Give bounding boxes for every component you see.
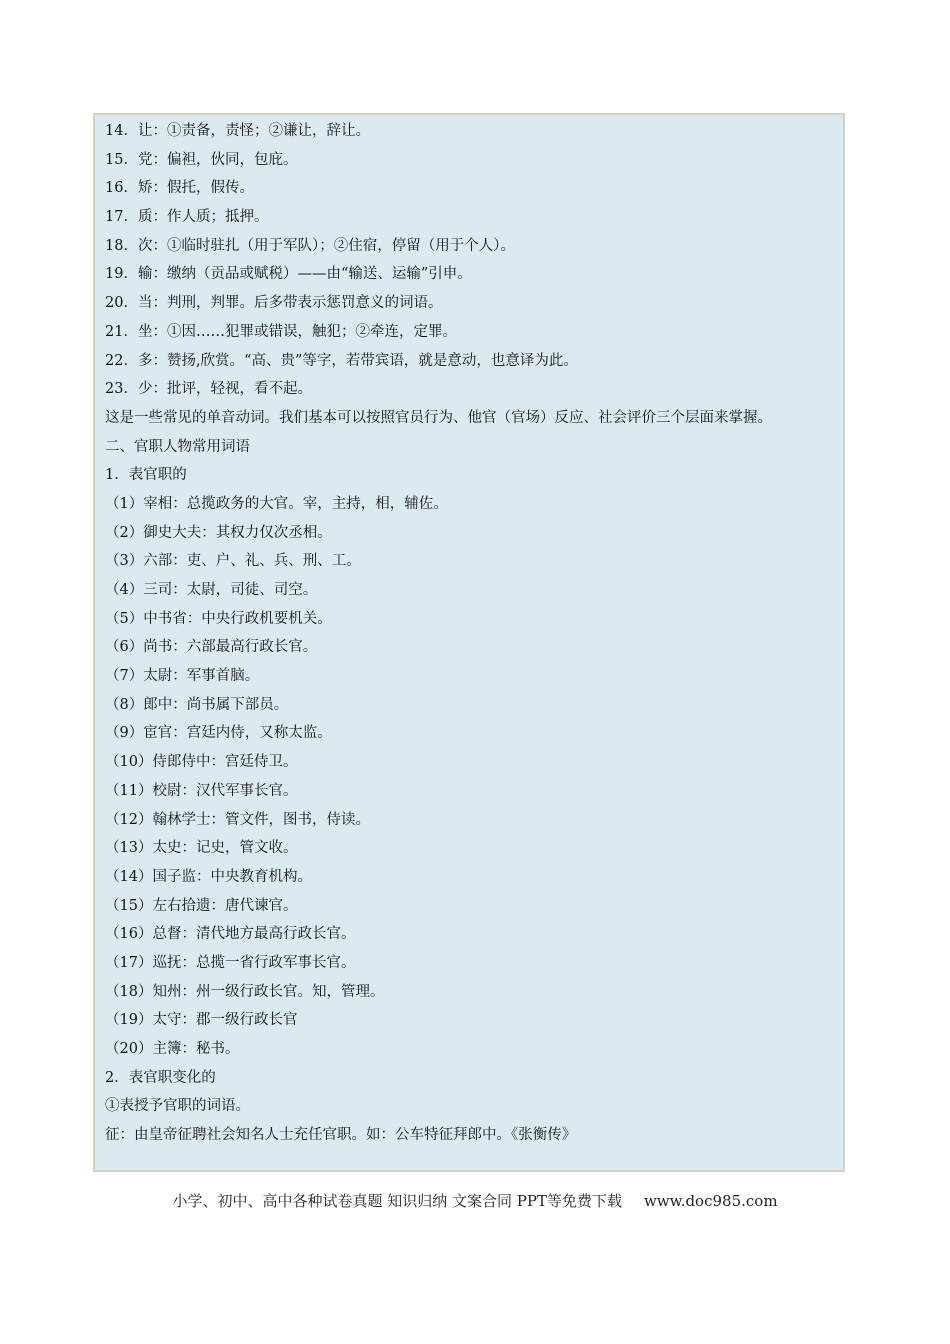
- summary-paragraph: 这是一些常见的单音动词。我们基本可以按照官员行为、他官（官场）反应、社会评价三个层面来掌握。: [105, 409, 772, 426]
- text-line: 20．当：判刑，判罪。后多带表示惩罚意义的词语。: [105, 295, 443, 312]
- text-line: （11）校尉：汉代军事长官。: [105, 782, 298, 799]
- text-line: （17）巡抚：总揽一省行政军事长官。: [105, 954, 356, 971]
- text-line: 22．多：赞扬,欣赏。“高、贵”等字，若带宾语，就是意动，也意译为此。: [105, 352, 578, 369]
- text-line: （9）宦官：宫廷内侍，又称太监。: [105, 725, 332, 742]
- text-line: （1）宰相：总揽政务的大官。宰，主持，相，辅佐。: [105, 495, 448, 512]
- text-line: （5）中书省：中央行政机要机关。: [105, 610, 332, 627]
- subsection-heading: 1．表官职的: [105, 467, 187, 484]
- text-line: 16．矫：假托，假传。: [105, 180, 254, 197]
- text-line: 征：由皇帝征聘社会知名人士充任官职。如：公车特征拜郎中。《张衡传》: [105, 1127, 577, 1144]
- text-line: （6）尚书：六部最高行政长官。: [105, 639, 318, 656]
- text-line: 15．党：偏袒，伙同，包庇。: [105, 151, 298, 168]
- text-line: 19．输：缴纳（贡品或赋税）——由“输送、运输”引申。: [105, 266, 472, 283]
- text-line: 23．少：批评，轻视，看不起。: [105, 381, 312, 398]
- text-line: （13）太史：记史，管文收。: [105, 840, 298, 857]
- text-line: （10）侍郎侍中：宫廷侍卫。: [105, 754, 298, 771]
- text-line: 18．次：①临时驻扎（用于军队）；②住宿，停留（用于个人）。: [105, 237, 515, 254]
- text-line: （7）太尉：军事首脑。: [105, 668, 260, 685]
- section-heading: 二、官职人物常用词语: [105, 438, 250, 455]
- text-line: （8）郎中：尚书属下部员。: [105, 696, 289, 713]
- text-line: （19）太守：郡一级行政长官: [105, 1012, 298, 1029]
- content-box: [93, 113, 845, 1172]
- text-line: （4）三司：太尉，司徒、司空。: [105, 582, 318, 598]
- text-line: ①表授予官职的词语。: [105, 1098, 250, 1115]
- text-line: （15）左右拾遗：唐代谏官。: [105, 897, 298, 914]
- text-line: （14）国子监：中央教育机构。: [105, 868, 312, 885]
- subsection-heading: 2．表官职变化的: [105, 1069, 216, 1086]
- text-line: （18）知州：州一级行政长官。知，管理。: [105, 983, 385, 1000]
- page-footer: [0, 1190, 950, 1211]
- text-line: （12）翰林学士：管文件，图书，侍读。: [105, 811, 370, 828]
- text-line: 21．坐：①因……犯罪或错误，触犯；②牵连，定罪。: [105, 323, 457, 340]
- text-line: （16）总督：清代地方最高行政长官。: [105, 926, 356, 943]
- text-line: 14．让：①责备，责怪；②谦让，辞让。: [105, 123, 370, 139]
- text-line: （20）主簿：秘书。: [105, 1041, 240, 1057]
- text-line: （3）六部：吏、户、礼、兵、刑、工。: [105, 553, 361, 570]
- footer-text: 小学、初中、高中各种试卷真题 知识归纳 文案合同 PPT等免费下载: [172, 1192, 622, 1210]
- text-line: （2）御史大夫：其权力仅次丞相。: [105, 524, 332, 541]
- text-line: 17．质：作人质；抵押。: [105, 209, 269, 226]
- footer-url: www.doc985.com: [643, 1192, 778, 1210]
